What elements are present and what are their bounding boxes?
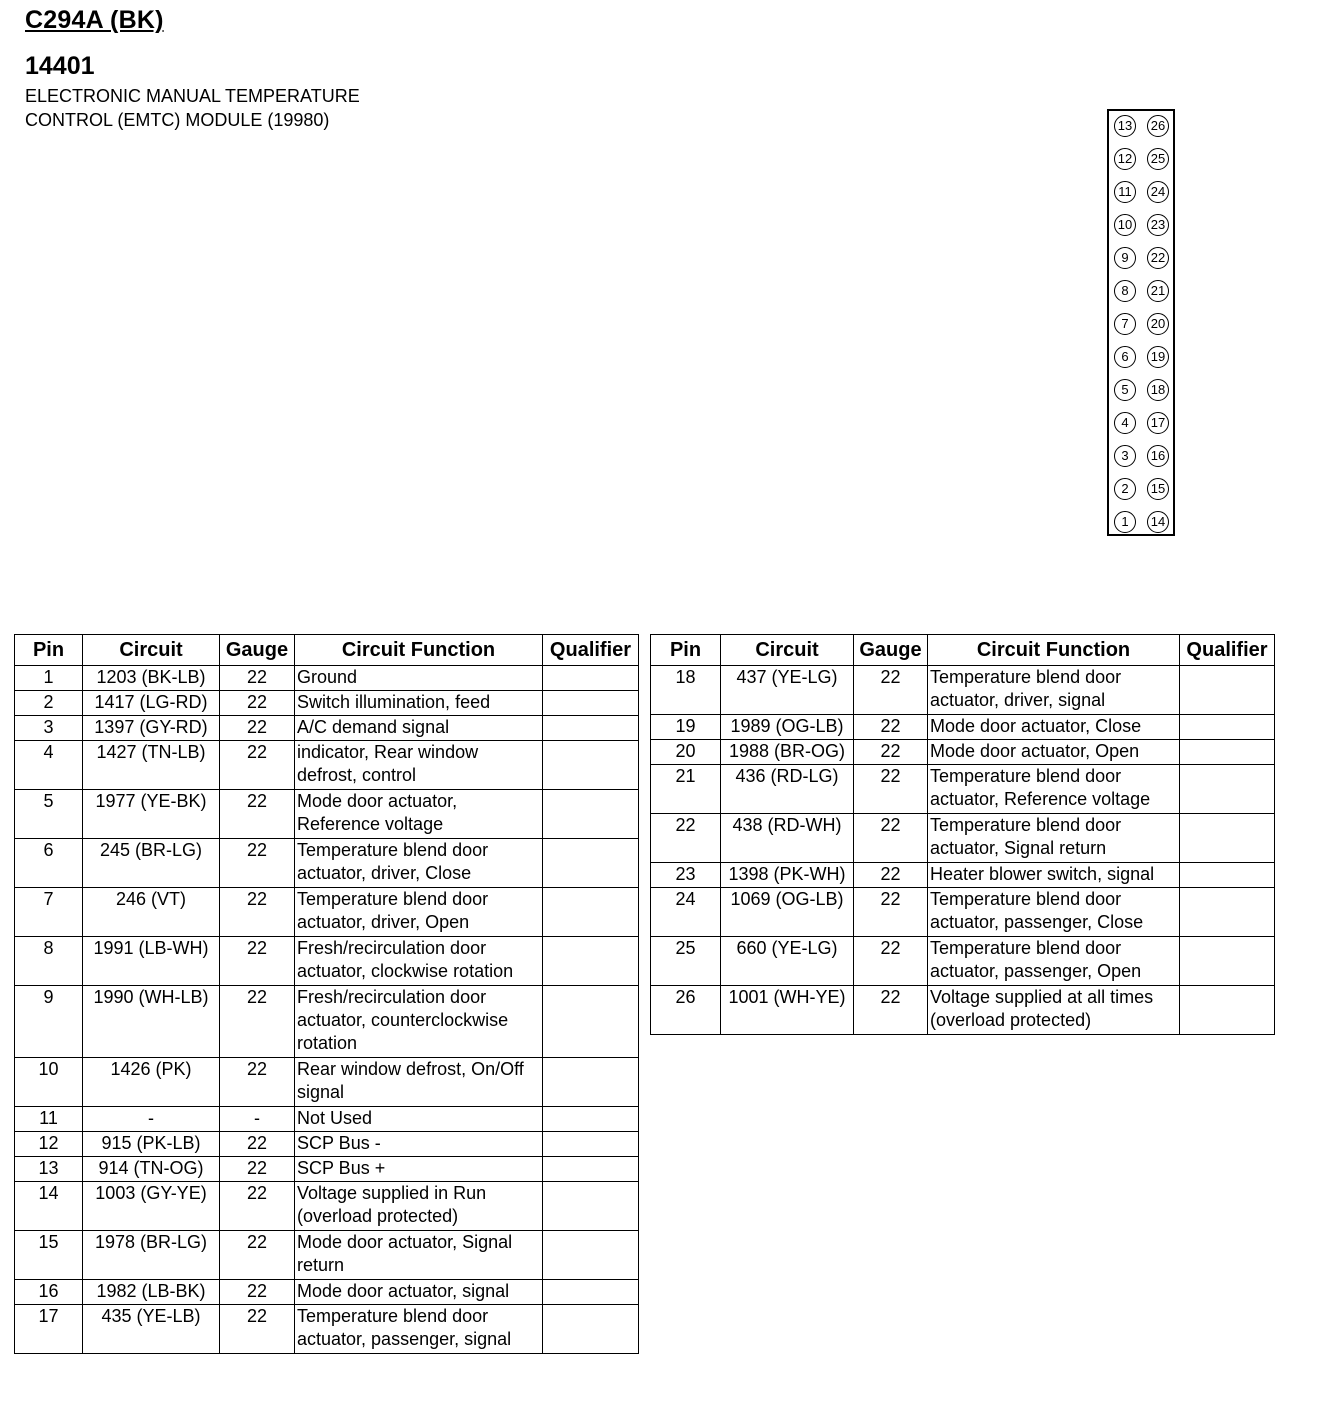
table-row	[15, 691, 639, 716]
pin-cell: 16	[15, 1280, 83, 1305]
qualifier-cell	[1180, 740, 1275, 765]
table-row	[15, 1107, 639, 1132]
circuit-function-cell: Mode door actuator, Reference voltage	[295, 790, 543, 839]
connector-pin-25: 25	[1147, 148, 1169, 170]
gauge-cell: 22	[854, 715, 928, 740]
circuit-function-cell: Voltage supplied at all times (overload protected)	[928, 986, 1180, 1035]
circuit-function-cell: Temperature blend door actuator, Reference voltage	[928, 765, 1180, 814]
qualifier-cell	[543, 839, 639, 888]
pin-cell: 23	[651, 863, 721, 888]
gauge-cell: 22	[854, 937, 928, 986]
component-description-line-1: ELECTRONIC MANUAL TEMPERATURE	[25, 86, 360, 106]
table-row	[15, 1157, 639, 1182]
qualifier-cell	[543, 1132, 639, 1157]
gauge-cell: 22	[854, 863, 928, 888]
qualifier-cell	[543, 790, 639, 839]
qualifier-cell	[1180, 937, 1275, 986]
component-number: 14401	[25, 52, 95, 80]
component-description	[25, 84, 445, 132]
circuit-cell: 1990 (WH-LB)	[83, 986, 220, 1058]
pin-cell: 5	[15, 790, 83, 839]
qualifier-cell	[543, 986, 639, 1058]
connector-pin-4: 4	[1114, 412, 1136, 434]
circuit-cell: 660 (YE-LG)	[721, 937, 854, 986]
circuit-cell: 436 (RD-LG)	[721, 765, 854, 814]
col-header-circuit-function: Circuit Function	[295, 635, 543, 666]
circuit-function-cell: Temperature blend door actuator, driver, signal	[928, 666, 1180, 715]
connector-pin-21: 21	[1147, 280, 1169, 302]
table-row	[15, 666, 639, 691]
connector-pin-13: 13	[1114, 115, 1136, 137]
pin-cell: 10	[15, 1058, 83, 1107]
connector-pin-3: 3	[1114, 445, 1136, 467]
gauge-cell: 22	[220, 716, 295, 741]
circuit-function-cell: Not Used	[295, 1107, 543, 1132]
gauge-cell: 22	[854, 888, 928, 937]
circuit-cell: 438 (RD-WH)	[721, 814, 854, 863]
col-header-pin: Pin	[15, 635, 83, 666]
qualifier-cell	[1180, 765, 1275, 814]
pin-cell: 3	[15, 716, 83, 741]
qualifier-cell	[543, 691, 639, 716]
qualifier-cell	[1180, 814, 1275, 863]
gauge-cell: 22	[854, 666, 928, 715]
qualifier-cell	[543, 1157, 639, 1182]
qualifier-cell	[543, 937, 639, 986]
circuit-function-cell: A/C demand signal	[295, 716, 543, 741]
circuit-cell: 1427 (TN-LB)	[83, 741, 220, 790]
pin-cell: 11	[15, 1107, 83, 1132]
connector-pin-17: 17	[1147, 412, 1169, 434]
table-row	[651, 666, 1275, 715]
qualifier-cell	[543, 888, 639, 937]
pin-cell: 2	[15, 691, 83, 716]
circuit-function-cell: Temperature blend door actuator, Signal return	[928, 814, 1180, 863]
pin-cell: 12	[15, 1132, 83, 1157]
connector-pin-15: 15	[1147, 478, 1169, 500]
table-row	[15, 986, 639, 1058]
table-row	[15, 716, 639, 741]
connector-pin-6: 6	[1114, 346, 1136, 368]
qualifier-cell	[543, 716, 639, 741]
connector-pin-26: 26	[1147, 115, 1169, 137]
pinout-table-left	[14, 634, 639, 1354]
connector-pin-22: 22	[1147, 247, 1169, 269]
table-row	[651, 986, 1275, 1035]
circuit-cell: 1988 (BR-OG)	[721, 740, 854, 765]
table-row	[15, 1280, 639, 1305]
gauge-cell: 22	[220, 691, 295, 716]
gauge-cell: 22	[220, 666, 295, 691]
circuit-cell: 1978 (BR-LG)	[83, 1231, 220, 1280]
connector-pin-8: 8	[1114, 280, 1136, 302]
circuit-cell: 1977 (YE-BK)	[83, 790, 220, 839]
circuit-cell: -	[83, 1107, 220, 1132]
circuit-function-cell: Temperature blend door actuator, driver, Close	[295, 839, 543, 888]
table-row	[651, 765, 1275, 814]
gauge-cell: 22	[220, 1182, 295, 1231]
gauge-cell: -	[220, 1107, 295, 1132]
circuit-cell: 1989 (OG-LB)	[721, 715, 854, 740]
table-row	[651, 937, 1275, 986]
circuit-cell: 1982 (LB-BK)	[83, 1280, 220, 1305]
table-row	[15, 1231, 639, 1280]
gauge-cell: 22	[220, 790, 295, 839]
table-row	[651, 740, 1275, 765]
gauge-cell: 22	[220, 1231, 295, 1280]
connector-face-diagram	[1107, 109, 1175, 536]
connector-pin-7: 7	[1114, 313, 1136, 335]
circuit-cell: 915 (PK-LB)	[83, 1132, 220, 1157]
pin-cell: 24	[651, 888, 721, 937]
col-header-qualifier: Qualifier	[1180, 635, 1275, 666]
table-row	[651, 863, 1275, 888]
circuit-cell: 1417 (LG-RD)	[83, 691, 220, 716]
circuit-function-cell: Temperature blend door actuator, passenger, signal	[295, 1305, 543, 1354]
circuit-function-cell: Fresh/recirculation door actuator, counterclockwise rotation	[295, 986, 543, 1058]
circuit-function-cell: Rear window defrost, On/Off signal	[295, 1058, 543, 1107]
table-header-row	[15, 635, 639, 666]
qualifier-cell	[543, 1231, 639, 1280]
circuit-cell: 245 (BR-LG)	[83, 839, 220, 888]
circuit-function-cell: Temperature blend door actuator, passenger, Open	[928, 937, 1180, 986]
circuit-cell: 435 (YE-LB)	[83, 1305, 220, 1354]
connector-pin-1: 1	[1114, 511, 1136, 533]
gauge-cell: 22	[220, 888, 295, 937]
qualifier-cell	[1180, 986, 1275, 1035]
pin-cell: 22	[651, 814, 721, 863]
circuit-cell: 437 (YE-LG)	[721, 666, 854, 715]
pin-cell: 8	[15, 937, 83, 986]
qualifier-cell	[543, 666, 639, 691]
circuit-function-cell: indicator, Rear window defrost, control	[295, 741, 543, 790]
gauge-cell: 22	[220, 1280, 295, 1305]
circuit-function-cell: Mode door actuator, signal	[295, 1280, 543, 1305]
table-row	[651, 814, 1275, 863]
col-header-circuit: Circuit	[83, 635, 220, 666]
connector-pin-24: 24	[1147, 181, 1169, 203]
qualifier-cell	[543, 1107, 639, 1132]
pin-cell: 15	[15, 1231, 83, 1280]
qualifier-cell	[1180, 888, 1275, 937]
connector-pin-23: 23	[1147, 214, 1169, 236]
table-row	[15, 888, 639, 937]
circuit-function-cell: SCP Bus -	[295, 1132, 543, 1157]
pin-cell: 21	[651, 765, 721, 814]
connector-pin-12: 12	[1114, 148, 1136, 170]
circuit-function-cell: Heater blower switch, signal	[928, 863, 1180, 888]
pin-cell: 20	[651, 740, 721, 765]
table-row	[15, 741, 639, 790]
col-header-qualifier: Qualifier	[543, 635, 639, 666]
pin-cell: 19	[651, 715, 721, 740]
qualifier-cell	[543, 1182, 639, 1231]
circuit-function-cell: Temperature blend door actuator, passenger, Close	[928, 888, 1180, 937]
gauge-cell: 22	[220, 741, 295, 790]
table-row	[15, 1182, 639, 1231]
table-row	[15, 937, 639, 986]
qualifier-cell	[1180, 715, 1275, 740]
table-row	[15, 790, 639, 839]
qualifier-cell	[543, 1058, 639, 1107]
component-description-line-2: CONTROL (EMTC) MODULE (19980)	[25, 110, 330, 130]
table-row	[15, 1058, 639, 1107]
connector-pin-10: 10	[1114, 214, 1136, 236]
circuit-cell: 1991 (LB-WH)	[83, 937, 220, 986]
circuit-cell: 246 (VT)	[83, 888, 220, 937]
col-header-gauge: Gauge	[854, 635, 928, 666]
gauge-cell: 22	[220, 937, 295, 986]
qualifier-cell	[1180, 863, 1275, 888]
circuit-cell: 914 (TN-OG)	[83, 1157, 220, 1182]
gauge-cell: 22	[854, 814, 928, 863]
circuit-function-cell: Fresh/recirculation door actuator, clockwise rotation	[295, 937, 543, 986]
gauge-cell: 22	[220, 839, 295, 888]
circuit-cell: 1001 (WH-YE)	[721, 986, 854, 1035]
connector-id: C294A (BK)	[25, 6, 164, 34]
pin-cell: 1	[15, 666, 83, 691]
pin-cell: 17	[15, 1305, 83, 1354]
connector-pin-5: 5	[1114, 379, 1136, 401]
gauge-cell: 22	[854, 986, 928, 1035]
connector-pin-11: 11	[1114, 181, 1136, 203]
pin-cell: 14	[15, 1182, 83, 1231]
pin-cell: 13	[15, 1157, 83, 1182]
table-row	[651, 715, 1275, 740]
gauge-cell: 22	[220, 986, 295, 1058]
pin-cell: 4	[15, 741, 83, 790]
pin-cell: 9	[15, 986, 83, 1058]
pin-cell: 6	[15, 839, 83, 888]
gauge-cell: 22	[854, 740, 928, 765]
qualifier-cell	[543, 1305, 639, 1354]
connector-pin-18: 18	[1147, 379, 1169, 401]
circuit-function-cell: SCP Bus +	[295, 1157, 543, 1182]
col-header-circuit: Circuit	[721, 635, 854, 666]
gauge-cell: 22	[854, 765, 928, 814]
circuit-cell: 1426 (PK)	[83, 1058, 220, 1107]
circuit-cell: 1203 (BK-LB)	[83, 666, 220, 691]
qualifier-cell	[543, 741, 639, 790]
qualifier-cell	[543, 1280, 639, 1305]
col-header-gauge: Gauge	[220, 635, 295, 666]
circuit-function-cell: Switch illumination, feed	[295, 691, 543, 716]
gauge-cell: 22	[220, 1132, 295, 1157]
gauge-cell: 22	[220, 1157, 295, 1182]
pin-cell: 18	[651, 666, 721, 715]
gauge-cell: 22	[220, 1305, 295, 1354]
qualifier-cell	[1180, 666, 1275, 715]
col-header-circuit-function: Circuit Function	[928, 635, 1180, 666]
circuit-function-cell: Ground	[295, 666, 543, 691]
connector-pin-14: 14	[1147, 511, 1169, 533]
table-header-row	[651, 635, 1275, 666]
table-row	[15, 839, 639, 888]
circuit-function-cell: Mode door actuator, Open	[928, 740, 1180, 765]
circuit-cell: 1397 (GY-RD)	[83, 716, 220, 741]
pin-cell: 25	[651, 937, 721, 986]
circuit-cell: 1398 (PK-WH)	[721, 863, 854, 888]
connector-pin-2: 2	[1114, 478, 1136, 500]
connector-pin-20: 20	[1147, 313, 1169, 335]
connector-pin-19: 19	[1147, 346, 1169, 368]
circuit-cell: 1069 (OG-LB)	[721, 888, 854, 937]
pin-cell: 7	[15, 888, 83, 937]
circuit-function-cell: Temperature blend door actuator, driver, Open	[295, 888, 543, 937]
circuit-function-cell: Mode door actuator, Signal return	[295, 1231, 543, 1280]
pinout-table-right	[650, 634, 1275, 1035]
table-row	[15, 1132, 639, 1157]
connector-pin-9: 9	[1114, 247, 1136, 269]
connector-pin-16: 16	[1147, 445, 1169, 467]
circuit-cell: 1003 (GY-YE)	[83, 1182, 220, 1231]
circuit-function-cell: Voltage supplied in Run (overload protected)	[295, 1182, 543, 1231]
table-row	[651, 888, 1275, 937]
gauge-cell: 22	[220, 1058, 295, 1107]
table-row	[15, 1305, 639, 1354]
col-header-pin: Pin	[651, 635, 721, 666]
pin-cell: 26	[651, 986, 721, 1035]
circuit-function-cell: Mode door actuator, Close	[928, 715, 1180, 740]
